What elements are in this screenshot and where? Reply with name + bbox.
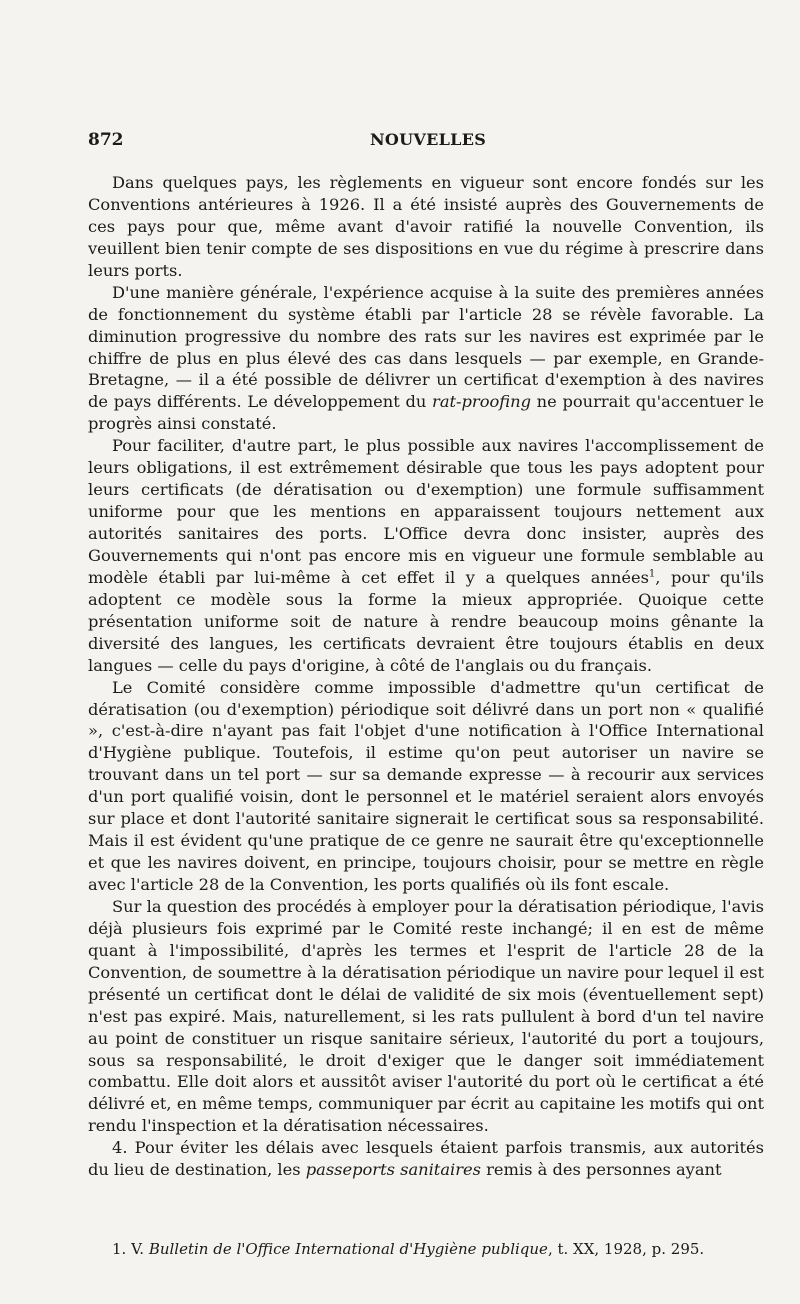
paragraph-6-term: passeports sanitaires bbox=[305, 1160, 481, 1180]
paragraph-5: Sur la question des procédés à employer pour la dératisation périodique, l'avis déjà plusieurs fois exprimé par le Comité reste inchangé; il en est de même quant à l'impossibilité, d'après les termes et l'esprit de l'article 28 de la Convention, de soumettre à la dératisation périodique un navire pour lequel il est présenté un certificat dont le délai de validité de six mois (éventuellement sept) n'est pas expiré. Mais, naturellement, si les rats pullulent à bord d'un tel navire au point de constituer un risque sanitaire sérieux, l'autorité du port a toujours, sous sa responsabilité, le droit d'exiger que le danger soit immédiatement combattu. Elle doit alors et aussitôt aviser l'autorité du port où le certificat a été délivré et, en même temps, communiquer par écrit au capitaine les motifs qui ont rendu l'inspection et la dératisation nécessaires. bbox=[88, 896, 764, 1136]
footnote bbox=[112, 1240, 772, 1258]
paragraph-6-text-b: remis à des personnes ayant bbox=[480, 1160, 722, 1180]
body-text bbox=[88, 172, 764, 1181]
page-number: 872 bbox=[88, 130, 124, 150]
page-header bbox=[88, 130, 764, 154]
paragraph-2-term: rat-proofing bbox=[432, 392, 531, 412]
paragraph-3 bbox=[88, 435, 764, 676]
running-title: NOUVELLES bbox=[370, 130, 487, 149]
footnote-journal-title: Bulletin de l'Office International d'Hygiène publique bbox=[148, 1240, 548, 1258]
paragraph-1: Dans quelques pays, les règlements en vigueur sont encore fondés sur les Conventions antérieures à 1926. Il a été insisté auprès des Gouvernements de ces pays pour que, même avant d'avoir ratifié la nouvelle Convention, ils veuillent bien tenir compte de ses dispositions en vue du régime à prescrire dans leurs ports. bbox=[88, 173, 764, 280]
paragraph-3-text-b: , pour qu'ils adoptent ce modèle sous la forme la mieux appropriée. Quoique cette présentation uniforme soit de nature à rendre beaucoup moins gênante la diversité des langues, les certificats devraient être toujours établis en deux langues — celle du pays d'origine, à côté de l'anglais ou du français. bbox=[88, 567, 765, 675]
paragraph-2-text-b: ne pourrait qu'accentuer le progrès ainsi constaté. bbox=[88, 392, 764, 434]
paragraph-6-text-a: 4. Pour éviter les délais avec lesquels étaient parfois transmis, aux autorités du lieu de destination, les bbox=[88, 1138, 764, 1180]
paragraph-2 bbox=[88, 282, 764, 436]
paragraph-6 bbox=[88, 1137, 764, 1181]
paragraph-2-text-a: D'une manière générale, l'expérience acquise à la suite des premières années de fonctionnement du système établi par l'article 28 se révèle favorable. La diminution progressive du nombre des rats sur les navires est exprimée par le chiffre de plus en plus élevé des cas dans lesquels — par exemple, en Grande-Bretagne, — il a été possible de délivrer un certificat d'exemption à des navires de pays différents. Le développement du bbox=[88, 282, 764, 412]
paragraph-3-text-a: Pour faciliter, d'autre part, le plus possible aux navires l'accomplissement de leurs obligations, il est extrêmement désirable que tous les pays adoptent pour leurs certificats (de dératisation ou d'exemption) une formule suffisamment uniforme pour que les mentions en apparaissent toujours nettement aux autorités sanitaires des ports. L'Office devra donc insister, auprès des Gouvernements qui n'ont pas encore mis en vigueur une formule semblable au modèle établi par lui-même à cet effet il y a quelques années bbox=[88, 436, 764, 587]
footnote-text-a: 1. V. bbox=[112, 1240, 149, 1258]
paragraph-4: Le Comité considère comme impossible d'admettre qu'un certificat de dératisation (ou d'exemption) périodique soit délivré dans un port non « qualifié », c'est-à-dire n'ayant pas fait l'objet d'une notification à l'Office International d'Hygiène publique. Toutefois, il estime qu'on peut autoriser un navire se trouvant dans un tel port — sur sa demande expresse — à recourir aux services d'un port qualifié voisin, dont le personnel et le matériel seraient alors envoyés sur place et dont l'autorité sanitaire signerait le certificat sous sa responsabilité. Mais il est évident qu'une pratique de ce genre ne saurait être qu'exceptionnelle et que les navires doivent, en principe, toujours choisir, pour se mettre en règle avec l'article 28 de la Convention, les ports qualifiés où ils font escale. bbox=[88, 677, 764, 894]
footnote-reference: 1 bbox=[648, 568, 656, 580]
footnote-text-b: , t. XX, 1928, p. 295. bbox=[547, 1240, 705, 1258]
